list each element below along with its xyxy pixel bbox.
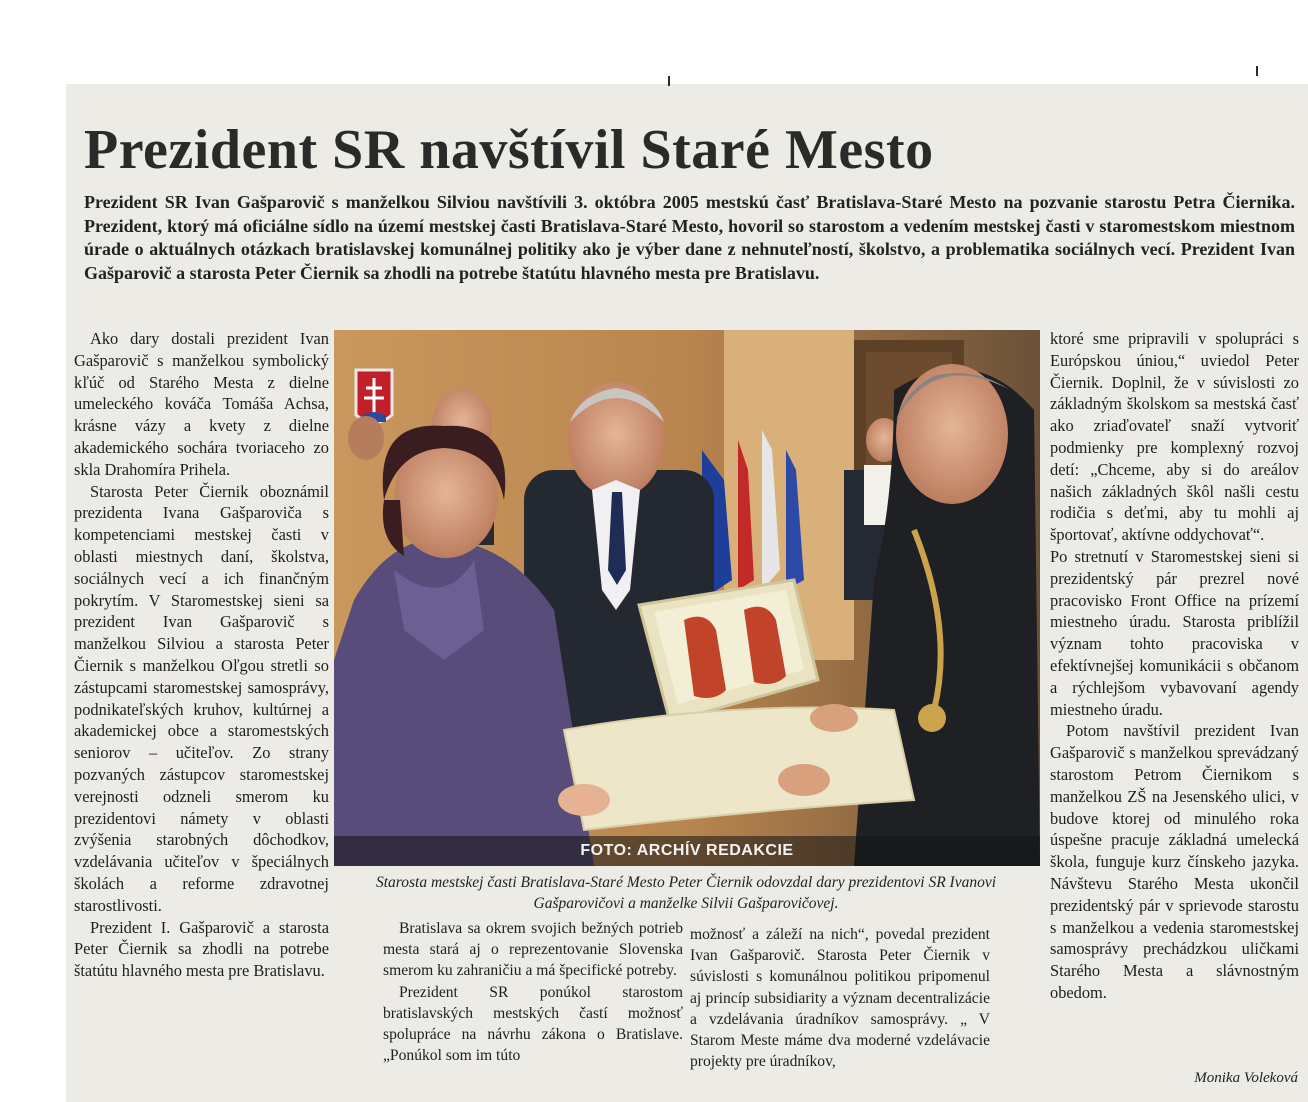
article-column-4 <box>1050 328 1299 1004</box>
paragraph: Bratislava sa okrem svojich bežných potrieb mesta stará aj o reprezentovanie Slovenska smerom ku zahraničiu a má špecifické potreby. <box>383 920 683 980</box>
article-column-3 <box>690 924 990 1072</box>
article-headline: Prezident SR navštívil Staré Mesto <box>84 119 934 181</box>
article-author: Monika Voleková <box>1194 1070 1298 1086</box>
article-column-2 <box>383 918 683 1066</box>
paragraph: ktoré sme pripravili v spolupráci s Európskou úniou,“ uviedol Peter Čiernik. Doplnil, že v súvislosti zo základným školskom sa mestská časť ako zriaďovateľ snaží vytvoriť podmienky pre komplexný rozvoj detí: „Chceme, aby si do areálov našich základných škôl našli cestu rodičia s deťmi, aby tu mohli aj športovať, aktívne oddychovať“. <box>1050 329 1299 545</box>
photo-illustration <box>334 330 1040 866</box>
paragraph: Ako dary dostali prezident Ivan Gašparovič s manželkou symbolický kľúč od Starého Mesta z dielne umeleckého kováča Tomáša Achsa, krásne vázy a kvety z dielne akademického sochára tvoriaceho zo skla Drahomíra Prihela. <box>74 329 329 479</box>
photo-credit: FOTO: ARCHÍV REDAKCIE <box>334 836 1040 866</box>
paragraph: Prezident SR ponúkol starostom bratislavských mestských častí možnosť spolupráce na návrhu zákona o Bratislave. „Ponúkol som im túto <box>383 983 683 1065</box>
paragraph: možnosť a záleží na nich“, povedal prezident Ivan Gašparovič. Starosta Peter Čiernik v súvislosti s komunálnou politikou pripomenul aj princíp subsidiarity a význam decentralizácie a vzdelávania úradníkov samosprávy. „ V Starom Meste máme dva moderné vzdelávacie projekty pre úradníkov, <box>690 926 990 1071</box>
print-mark <box>1256 66 1258 76</box>
paragraph: Starosta Peter Čiernik oboznámil prezidenta Ivana Gašparoviča s kompetenciami mestskej časti v oblasti miestnych daní, školstva, sociálnych vecí a ich finančným pokrytím. V Staromestskej sieni sa prezident Ivan Gašparovič s manželkou Silviou a starosta Peter Čiernik s manželkou Oľgou stretli so zástupcami staromestskej samosprávy, podnikateľských kruhov, kultúrnej a akademickej obce a staromestských seniorov – učiteľov. Zo strany pozvaných zástupcov staromestskej verejnosti odzneli smerom ku prezidentovi námety v oblasti zvýšenia starobných dôchodkov, vzdelávania učiteľov v špeciálnych školách a reforme zdravotnej starostlivosti. <box>74 481 329 915</box>
paragraph: Po stretnutí v Staromestskej sieni si prezidentský pár prezrel nové pracovisko Front Office na prízemí miestneho úradu. Starosta priblížil význam tohto pracoviska v efektívnejšej komunikácii s občanom a rýchlejšom vybavovaní agendy miestneho úradu. <box>1050 546 1299 719</box>
article-photo <box>334 330 1040 866</box>
article-column-1 <box>74 328 329 982</box>
paragraph: Prezident I. Gašparovič a starosta Peter Čiernik sa zhodli na potrebe štatútu hlavného mesta pre Bratislavu. <box>74 917 329 981</box>
photo-caption: Starosta mestskej časti Bratislava-Staré Mesto Peter Čiernik odovzdal dary prezidentovi SR Ivanovi Gašparovičovi a manželke Silvii Gašparovičovej. <box>375 874 997 912</box>
print-mark <box>668 76 670 86</box>
article-lead: Prezident SR Ivan Gašparovič s manželkou Silviou navštívili 3. októbra 2005 mestskú časť Bratislava-Staré Mesto na pozvanie starostu Petra Čiernika. Prezident, ktorý má oficiálne sídlo na území mestskej časti Bratislava-Staré Mesto, hovoril so starostom a vedením mestskej časti v staromestskom miestnom úrade o aktuálnych otázkach bratislavskej komunálnej politiky ako je výber dane z nehnuteľností, školstvo, a problematika sociálnych vecí. Prezident Ivan Gašparovič a starosta Peter Čiernik sa zhodli na potrebe štatútu hlavného mesta pre Bratislavu. <box>84 192 1295 283</box>
paragraph: Potom navštívil prezident Ivan Gašparovič s manželkou sprevádzaný starostom Petrom Čiernikom s manželkou ZŠ na Jesenského ulici, v budove ktorej od minulého roka úspešne pracuje základná umelecká škola, funguje kurz čínskeho jazyka. Návštevu Starého Mesta ukončil prezidentský pár v sprievode starostu s manželkou a vedenia staromestskej samosprávy prechádzkou uličkami Starého Mesta a slávnostným obedom. <box>1050 721 1299 1002</box>
